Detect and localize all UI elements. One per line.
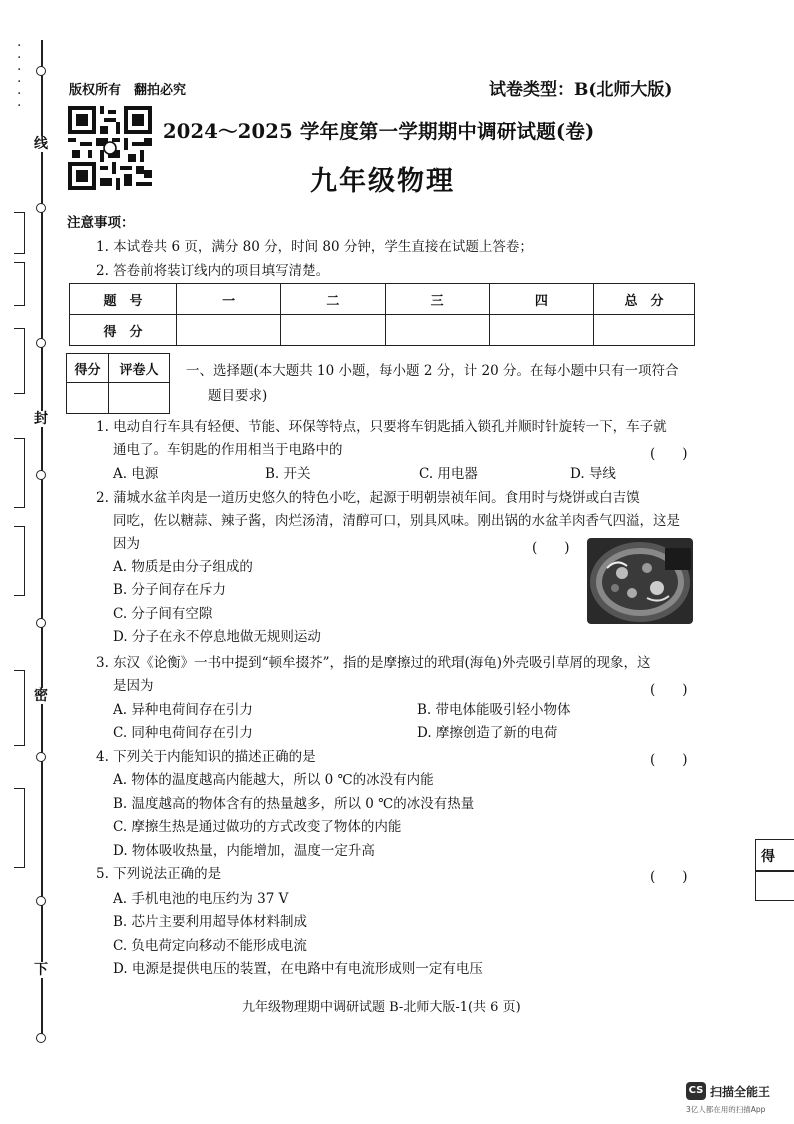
binding-line <box>41 40 43 1040</box>
binding-hole <box>36 338 46 348</box>
binding-char-secret: 密 <box>34 688 48 704</box>
option-a: A. 电源 <box>113 466 159 482</box>
watermark-tagline: 3亿人都在用的扫描App <box>686 1105 766 1114</box>
field-bracket <box>14 212 25 254</box>
score-cell[interactable] <box>594 315 695 346</box>
option-c: C. 同种电荷间存在引力 <box>113 725 253 741</box>
score-header-cell: 三 <box>385 284 489 315</box>
binding-hole <box>36 896 46 906</box>
dotted-marks: · · · · · · <box>17 38 22 114</box>
field-bracket <box>14 328 25 394</box>
question-5-stem: 5. 下列说法正确的是 <box>96 866 222 882</box>
option-b: B. 芯片主要利用超导体材料制成 <box>113 914 308 930</box>
score-header-cell: 总 分 <box>594 284 695 315</box>
option-d: D. 物体吸收热量，内能增加，温度一定升高 <box>113 843 375 859</box>
section1-heading-cont: 题目要求) <box>208 388 268 404</box>
section1-heading: 一、选择题(本大题共 10 小题，每小题 2 分，计 20 分。在每小题中只有一项符合 <box>186 363 679 379</box>
answer-paren[interactable]: ( ) <box>650 752 688 768</box>
notes-heading: 注意事项： <box>67 215 135 231</box>
option-c: C. 用电器 <box>419 466 478 482</box>
exam-title: 2024～2025 学年度第一学期期中调研试题(卷) <box>163 120 595 143</box>
score-cell[interactable] <box>385 315 489 346</box>
binding-char-below: 下 <box>34 962 48 978</box>
option-b: B. 分子间存在斥力 <box>113 582 227 598</box>
question-3-stem: 是因为 <box>113 678 154 694</box>
score-header-cell: 二 <box>281 284 385 315</box>
watermark-name: 扫描全能王 <box>710 1085 771 1099</box>
score-table <box>69 283 695 346</box>
score-cell[interactable] <box>281 315 385 346</box>
option-a: A. 异种电荷间存在引力 <box>113 702 253 718</box>
option-d: D. 摩擦创造了新的电荷 <box>417 725 558 741</box>
binding-hole <box>36 1033 46 1043</box>
question-2-stem: 2. 蒲城水盆羊肉是一道历史悠久的特色小吃，起源于明朝崇祯年间。食用时与烧饼或白吉馍 <box>96 490 640 506</box>
binding-hole <box>36 752 46 762</box>
option-d: D. 分子在永不停息地做无规则运动 <box>113 629 321 645</box>
binding-char-seal: 封 <box>34 411 48 427</box>
section-score-box <box>66 353 170 414</box>
field-bracket <box>14 262 25 306</box>
score-header-cell: 题 号 <box>70 284 177 315</box>
option-c: C. 摩擦生热是通过做功的方式改变了物体的内能 <box>113 819 402 835</box>
answer-paren[interactable]: ( ) <box>650 869 688 885</box>
option-c: C. 分子间有空隙 <box>113 606 213 622</box>
score-row-label: 得 分 <box>70 315 177 346</box>
binding-hole <box>36 618 46 628</box>
section-grader-label: 评卷人 <box>109 354 170 383</box>
binding-hole <box>36 203 46 213</box>
option-a: A. 手机电池的电压约为 37 V <box>113 891 289 907</box>
edge-score-box <box>755 839 794 901</box>
score-cell[interactable] <box>489 315 593 346</box>
score-header-cell: 四 <box>489 284 593 315</box>
option-b: B. 温度越高的物体含有的热量越多，所以 0 ℃的冰没有热量 <box>113 796 475 812</box>
field-bracket <box>14 670 25 746</box>
field-bracket <box>14 788 25 868</box>
field-bracket <box>14 526 25 596</box>
section-score-label: 得分 <box>67 354 109 383</box>
option-a: A. 物体的温度越高内能越大，所以 0 ℃的冰没有内能 <box>113 772 434 788</box>
copyright-notice: 版权所有 翻拍必究 <box>69 83 187 98</box>
question-3-stem: 3. 东汉《论衡》一书中提到“顿牟掇芥”，指的是摩擦过的玳瑁(海龟)外壳吸引草屑的现象，这 <box>96 655 651 671</box>
option-a: A. 物质是由分子组成的 <box>113 559 253 575</box>
question-1-stem: 1. 电动自行车具有轻便、节能、环保等特点，只要将车钥匙插入锁孔并顺时针旋转一下，车子就 <box>96 419 667 435</box>
cs-logo-icon: CS <box>686 1082 706 1100</box>
score-cell[interactable] <box>177 315 281 346</box>
binding-char-line: 线 <box>34 136 48 152</box>
paper-type: 试卷类型：B(北师大版) <box>489 80 673 100</box>
page-footer: 九年级物理期中调研试题 B-北师大版-1(共 6 页) <box>242 1000 521 1015</box>
qr-code <box>68 106 152 190</box>
answer-paren[interactable]: ( ) <box>650 446 688 462</box>
edge-score-label: 得 <box>761 849 775 865</box>
option-c: C. 负电荷定向移动不能形成电流 <box>113 938 307 954</box>
question-1-stem: 通电了。车钥匙的作用相当于电路中的 <box>113 442 343 458</box>
score-header-cell: 一 <box>177 284 281 315</box>
binding-hole <box>36 66 46 76</box>
question-2-stem: 因为 <box>113 536 140 552</box>
section-grader-cell[interactable] <box>109 383 170 414</box>
option-d: D. 电源是提供电压的装置，在电路中有电流形成则一定有电压 <box>113 961 483 977</box>
binding-hole <box>36 470 46 480</box>
section-score-cell[interactable] <box>67 383 109 414</box>
question-2-stem: 同吃，佐以糖蒜、辣子酱，肉烂汤清，清醇可口，别具风味。刚出锅的水盆羊肉香气四溢，这是 <box>113 513 680 529</box>
option-d: D. 导线 <box>570 466 616 482</box>
field-bracket <box>14 438 25 508</box>
option-b: B. 带电体能吸引轻小物体 <box>417 702 571 718</box>
question-4-stem: 4. 下列关于内能知识的描述正确的是 <box>96 749 316 765</box>
option-b: B. 开关 <box>265 466 311 482</box>
notes-item: 2. 答卷前将装订线内的项目填写清楚。 <box>96 263 330 279</box>
lamb-soup-photo <box>587 538 693 624</box>
answer-paren[interactable]: ( ) <box>650 682 688 698</box>
notes-item: 1. 本试卷共 6 页，满分 80 分，时间 80 分钟，学生直接在试题上答卷； <box>96 239 533 255</box>
subject-title: 九年级物理 <box>310 166 455 197</box>
answer-paren[interactable]: ( ) <box>532 540 570 556</box>
